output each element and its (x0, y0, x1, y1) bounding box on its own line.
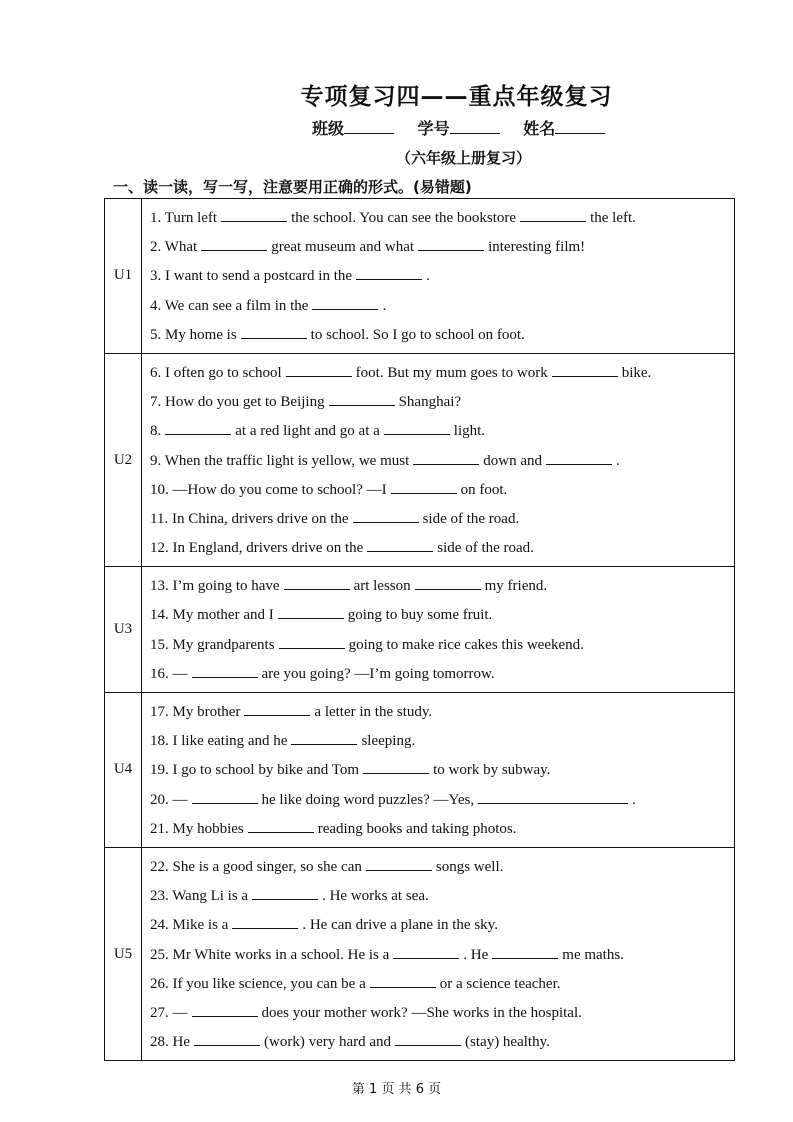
question-text: 26. If you like science, you can be a (150, 975, 366, 992)
unit-row (105, 693, 735, 848)
answer-blank[interactable] (363, 760, 429, 774)
question-text: interesting film! (488, 239, 586, 256)
question-text: 11. In China, drivers drive on the (150, 510, 349, 527)
question-line (150, 447, 734, 476)
answer-blank[interactable] (291, 731, 357, 745)
answer-blank[interactable] (248, 819, 314, 833)
unit-row (105, 847, 735, 1060)
number-blank[interactable] (450, 119, 500, 134)
question-text: down and (483, 452, 543, 469)
question-line (150, 321, 734, 350)
question-text: on foot. (460, 481, 508, 498)
question-text: art lesson (353, 578, 411, 595)
question-line (150, 999, 734, 1028)
question-text: side of the road. (422, 510, 520, 527)
answer-blank[interactable] (415, 576, 481, 590)
answer-blank[interactable] (192, 1003, 258, 1017)
name-label: 姓名 (523, 119, 556, 138)
unit-label: U1 (105, 199, 142, 354)
question-text: or a science teacher. (439, 975, 561, 992)
unit-label: U3 (105, 567, 142, 693)
answer-blank[interactable] (546, 451, 612, 465)
question-text: 17. My brother (150, 704, 241, 720)
question-line (150, 233, 734, 262)
question-line (150, 853, 734, 882)
answer-blank[interactable] (413, 451, 479, 465)
question-text: bike. (621, 364, 652, 381)
question-line (150, 572, 734, 601)
answer-blank[interactable] (244, 702, 310, 716)
question-text: the school. You can see the bookstore (291, 210, 517, 226)
answer-blank[interactable] (391, 480, 457, 494)
answer-blank[interactable] (353, 509, 419, 523)
student-info (312, 116, 623, 139)
question-text: 15. My grandparents (150, 636, 275, 653)
question-text: 13. I’m going to have (150, 578, 280, 595)
question-text: . He works at sea. (322, 888, 429, 905)
question-line (150, 727, 734, 756)
unit-questions (142, 567, 735, 693)
question-text: (work) very hard and (264, 1034, 392, 1051)
question-line (150, 756, 734, 785)
question-line (150, 292, 734, 321)
unit-questions (142, 693, 735, 848)
question-text: 1. Turn left (150, 210, 218, 226)
question-text: 25. Mr White works in a school. He is a (150, 946, 390, 963)
question-text: side of the road. (437, 540, 534, 557)
question-line (150, 388, 734, 417)
question-line (150, 505, 734, 534)
unit-questions (142, 199, 735, 354)
question-text: 10. —How do you come to school? —I (150, 481, 387, 498)
answer-blank[interactable] (370, 974, 436, 988)
question-text: . He (463, 946, 489, 963)
answer-blank[interactable] (395, 1032, 461, 1046)
unit-questions (142, 847, 735, 1060)
answer-blank[interactable] (418, 237, 484, 251)
question-text: . (616, 452, 620, 469)
number-label: 学号 (417, 119, 450, 138)
answer-blank[interactable] (492, 945, 558, 959)
question-text: 14. My mother and I (150, 607, 274, 624)
answer-blank[interactable] (194, 1032, 260, 1046)
question-text: my friend. (484, 578, 548, 595)
question-text: to school. So I go to school on foot. (310, 326, 525, 343)
question-text: are you going? —I’m going tomorrow. (261, 665, 495, 682)
question-line (150, 698, 734, 727)
question-line (150, 660, 734, 689)
question-line (150, 1028, 734, 1057)
answer-blank[interactable] (278, 605, 344, 619)
unit-row (105, 199, 735, 354)
answer-blank[interactable] (356, 266, 422, 280)
question-text: . (382, 297, 387, 314)
answer-blank[interactable] (520, 208, 586, 222)
answer-blank[interactable] (478, 790, 628, 804)
unit-row (105, 567, 735, 693)
question-text: 2. What (150, 239, 198, 256)
question-text: 8. (150, 423, 162, 440)
question-text: going to make rice cakes this weekend. (348, 636, 584, 653)
question-text: does your mother work? —She works in the hospital. (261, 1004, 582, 1021)
question-line (150, 534, 734, 563)
question-text: 20. — (150, 791, 188, 808)
unit-label: U4 (105, 693, 142, 848)
answer-blank[interactable] (366, 857, 432, 871)
question-text: (stay) healthy. (465, 1034, 550, 1051)
answer-blank[interactable] (232, 915, 298, 929)
question-line (150, 204, 734, 233)
subtitle: （六年级上册复习） (396, 149, 532, 167)
answer-blank[interactable] (165, 421, 231, 435)
question-text: 19. I go to school by bike and Tom (150, 762, 360, 779)
question-text: 5. My home is (150, 326, 237, 343)
question-line (150, 601, 734, 630)
question-text: . (632, 791, 636, 808)
question-line (150, 359, 734, 388)
page-number: 第 1 页 共 6 页 (351, 1082, 442, 1097)
question-text: sleeping. (361, 733, 416, 750)
question-text: 12. In England, drivers drive on the (150, 540, 364, 557)
question-text: 6. I often go to school (150, 364, 282, 381)
question-line (150, 911, 734, 940)
question-text: at a red light and go at a (235, 423, 380, 440)
answer-blank[interactable] (192, 790, 258, 804)
answer-blank[interactable] (329, 392, 395, 406)
answer-blank[interactable] (221, 208, 287, 222)
unit-label: U2 (105, 353, 142, 566)
answer-blank[interactable] (201, 237, 267, 251)
question-line (150, 262, 734, 291)
question-text: a letter in the study. (314, 704, 433, 720)
question-text: he like doing word puzzles? —Yes, (261, 791, 475, 808)
question-text: reading books and taking photos. (317, 820, 517, 837)
answer-blank[interactable] (393, 945, 459, 959)
question-text: 24. Mike is a (150, 917, 229, 934)
question-text: light. (453, 423, 486, 440)
question-line (150, 882, 734, 911)
question-text: 22. She is a good singer, so she can (150, 858, 362, 875)
question-text: foot. But my mum goes to work (355, 364, 548, 381)
section-title: 一、读一读，写一写，注意要用正确的形式。(易错题) (113, 178, 472, 196)
answer-blank[interactable] (279, 635, 345, 649)
question-line (150, 786, 734, 815)
answer-blank[interactable] (286, 363, 352, 377)
answer-blank[interactable] (384, 421, 450, 435)
answer-blank[interactable] (552, 363, 618, 377)
page-title: 专项复习四——重点年级复习 (300, 84, 613, 110)
class-label: 班级 (312, 119, 345, 138)
question-line (150, 476, 734, 505)
question-text: 21. My hobbies (150, 820, 244, 837)
question-text: Shanghai? (398, 394, 462, 411)
question-text: . He can drive a plane in the sky. (302, 917, 498, 934)
answer-blank[interactable] (192, 664, 258, 678)
question-text: me maths. (562, 946, 624, 963)
question-line (150, 970, 734, 999)
answer-blank[interactable] (312, 296, 378, 310)
question-text: songs well. (435, 858, 504, 875)
question-line (150, 631, 734, 660)
answer-blank[interactable] (367, 538, 433, 552)
question-text: 4. We can see a film in the (150, 297, 309, 314)
unit-questions (142, 353, 735, 566)
question-line (150, 815, 734, 844)
question-text: 18. I like eating and he (150, 733, 288, 750)
question-text: the left. (590, 210, 636, 226)
name-blank[interactable] (555, 119, 605, 134)
class-blank[interactable] (344, 119, 394, 134)
question-text: 28. He (150, 1034, 190, 1051)
question-line (150, 417, 734, 446)
question-text: 7. How do you get to Beijing (150, 394, 325, 411)
answer-blank[interactable] (252, 886, 318, 900)
question-text: 3. I want to send a postcard in the (150, 268, 353, 285)
question-text: 27. — (150, 1004, 188, 1021)
unit-label: U5 (105, 847, 142, 1060)
question-text: 9. When the traffic light is yellow, we must (150, 452, 410, 469)
question-text: 16. — (150, 665, 188, 682)
unit-row (105, 353, 735, 566)
exercise-table (104, 198, 735, 1061)
question-line (150, 941, 734, 970)
question-text: . (426, 268, 430, 285)
question-text: great museum and what (271, 239, 415, 256)
answer-blank[interactable] (284, 576, 350, 590)
question-text: going to buy some fruit. (347, 607, 493, 624)
answer-blank[interactable] (241, 325, 307, 339)
question-text: 23. Wang Li is a (150, 888, 249, 905)
question-text: to work by subway. (433, 762, 551, 779)
